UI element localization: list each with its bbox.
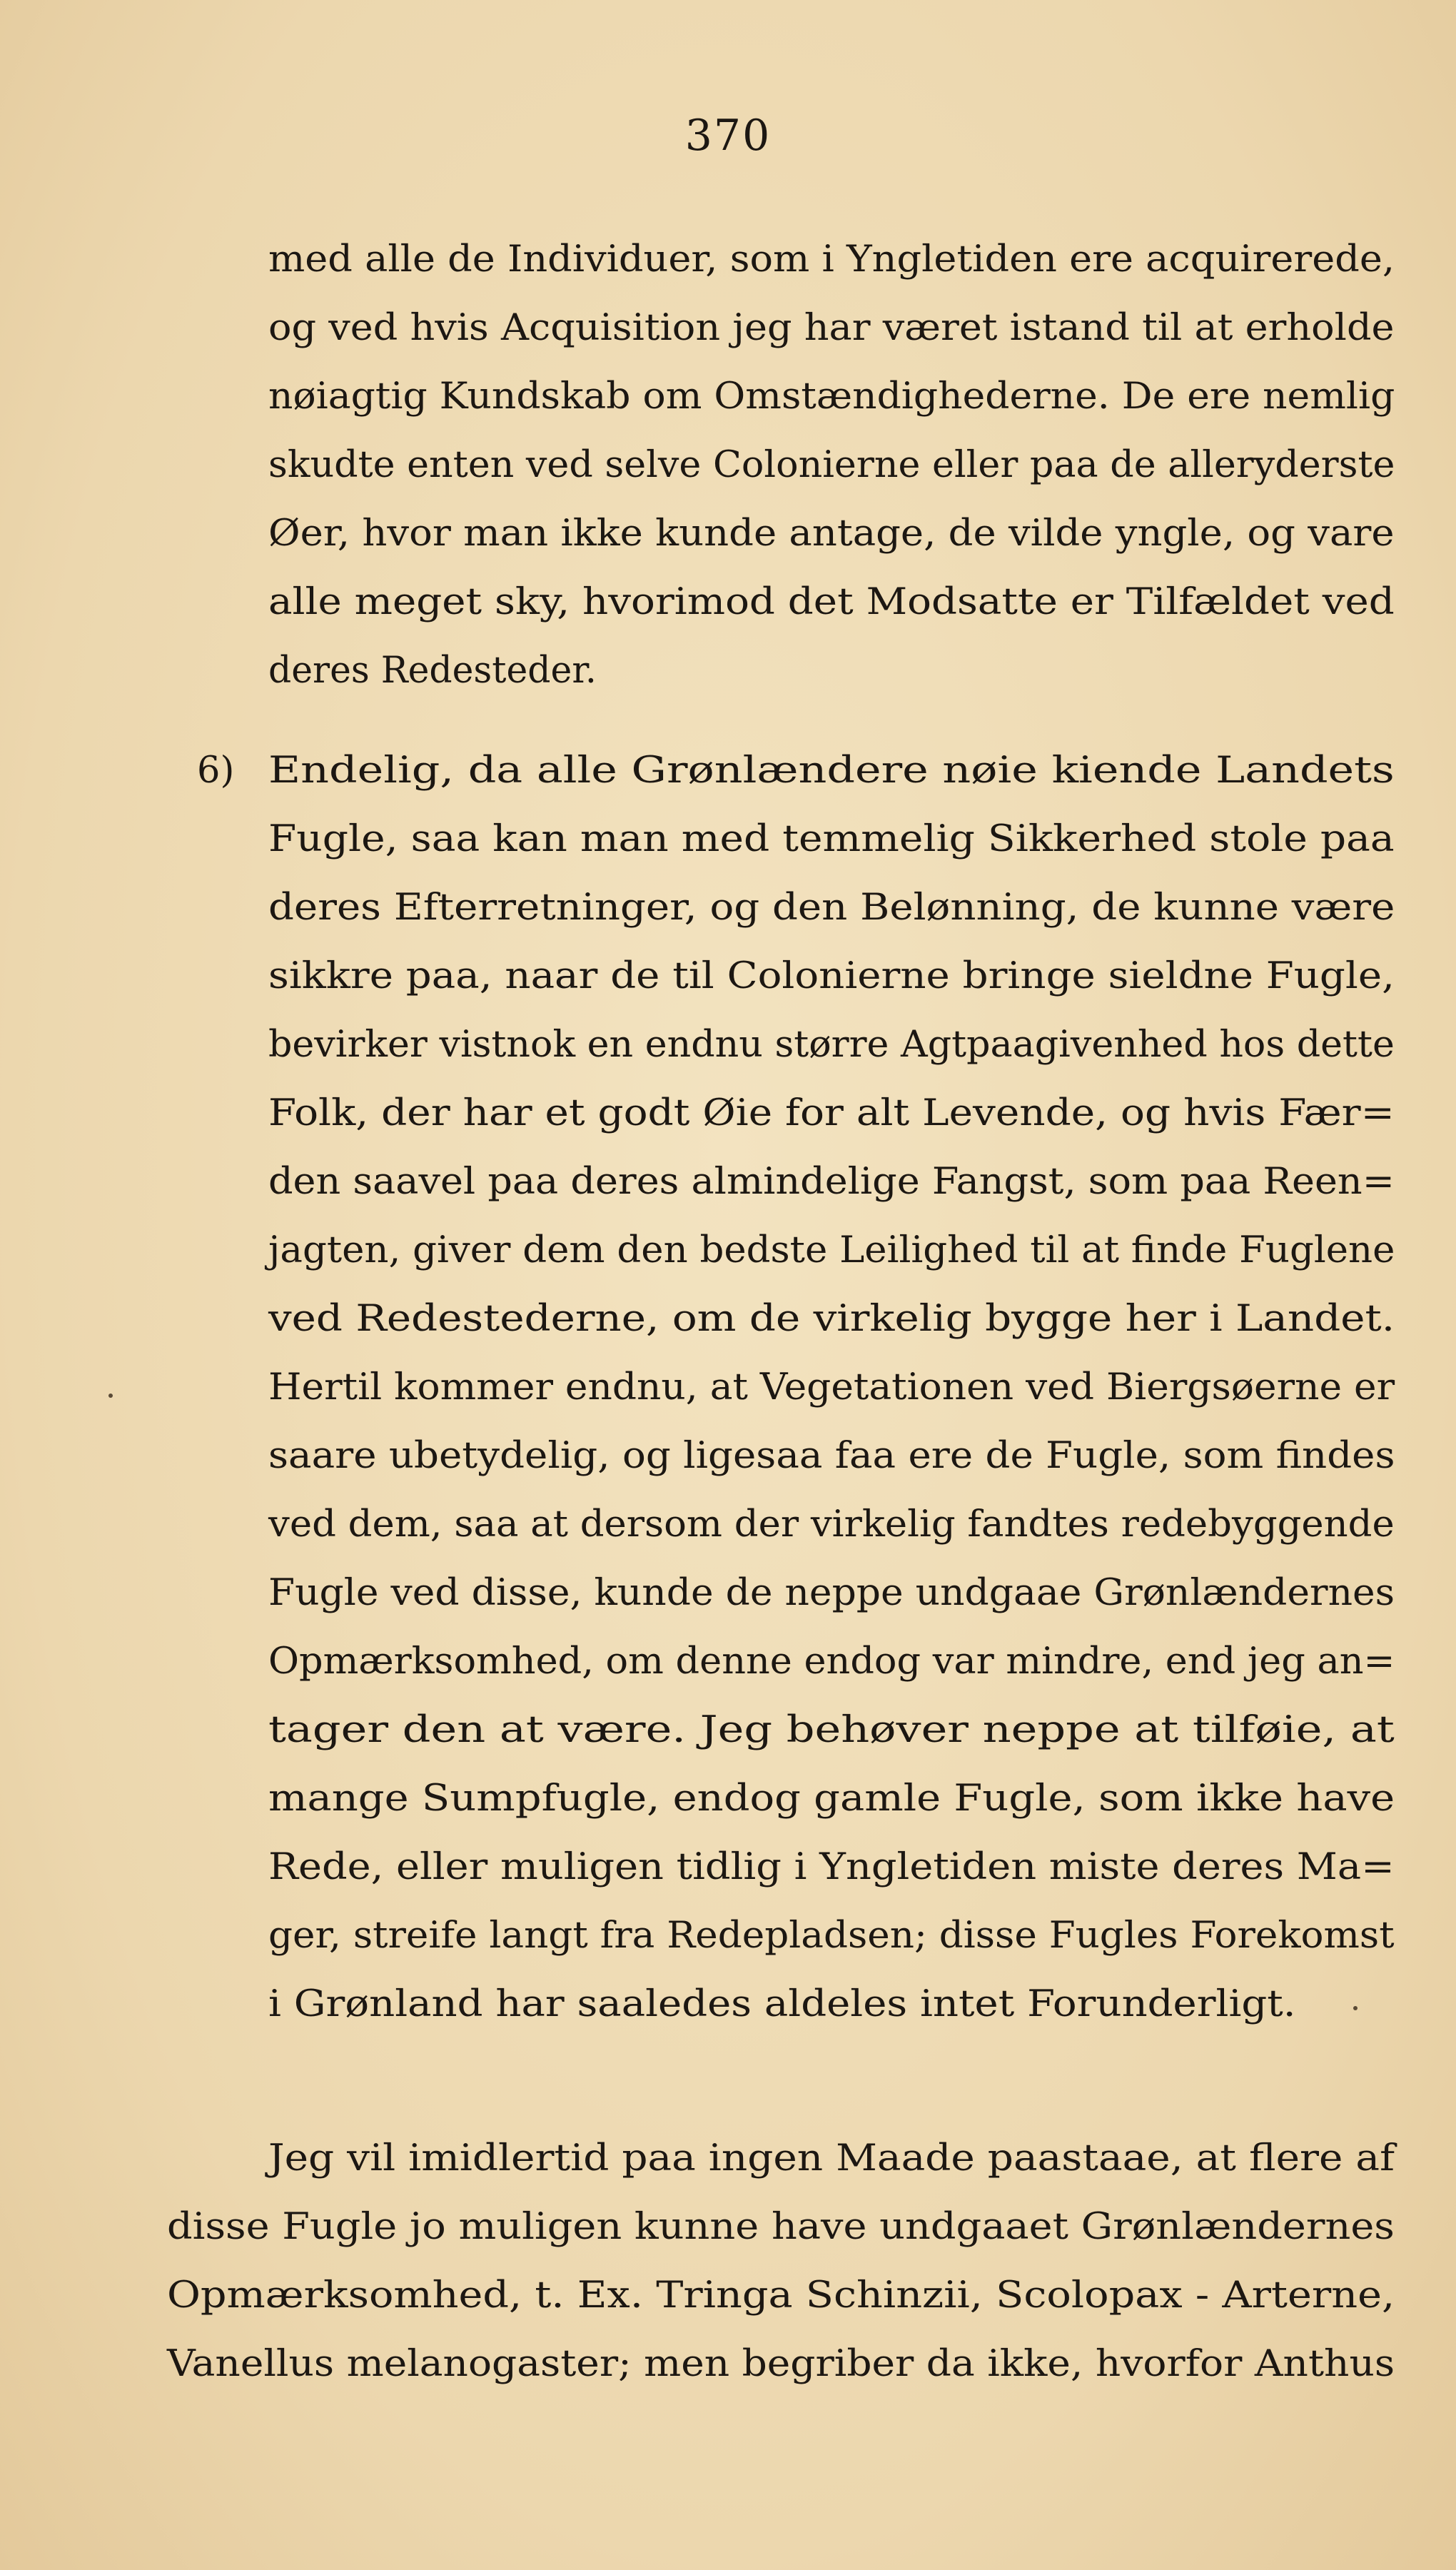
text-line: tager den at være. Jeg behøver neppe at tilføie, at [268, 1709, 1395, 1751]
text-line: Øer, hvor man ikke kunde antage, de vilde yngle, og vare [268, 513, 1395, 555]
text-line: i Grønland har saaledes aldeles intet Forunderligt. [268, 1983, 1296, 2025]
text-line: nøiagtig Kundskab om Omstændighederne. De ere nemlig [268, 376, 1395, 418]
paragraph-number: 6) [197, 750, 235, 792]
text-line: deres Redesteder. [268, 650, 597, 692]
text-line: Rede, eller muligen tidlig i Yngletiden miste deres Ma= [268, 1846, 1395, 1888]
text-line: skudte enten ved selve Colonierne eller paa de alleryderste [268, 444, 1395, 486]
text-line: Opmærksomhed, om denne endog var mindre, end jeg an= [268, 1641, 1395, 1683]
text-line: mange Sumpfugle, endog gamle Fugle, som ikke have [268, 1778, 1395, 1820]
text-line: deres Efterretninger, og den Belønning, de kunne være [268, 887, 1395, 929]
text-line: ger, streife langt fra Redepladsen; disse Fugles Forekomst [268, 1915, 1395, 1957]
text-line: Folk, der har et godt Øie for alt Levende, og hvis Fær= [268, 1092, 1395, 1134]
text-line: Opmærksomhed, t. Ex. Tringa Schinzii, Scolopax - Arterne, [167, 2274, 1395, 2317]
ink-speck [1353, 2006, 1358, 2010]
text-line: Hertil kommer endnu, at Vegetationen ved Biergsøerne er [268, 1366, 1395, 1409]
text-line: ved dem, saa at dersom der virkelig fandtes redebyggende [268, 1503, 1395, 1546]
text-line: ved Redestederne, om de virkelig bygge her i Landet. [268, 1298, 1395, 1340]
text-line: bevirker vistnok en endnu større Agtpaagivenhed hos dette [268, 1024, 1395, 1066]
text-line: Endelig, da alle Grønlændere nøie kiende Landets [268, 750, 1395, 792]
text-line: Fugle ved disse, kunde de neppe undgaae Grønlændernes [268, 1572, 1395, 1614]
ink-speck [108, 1394, 113, 1398]
text-line: alle meget sky, hvorimod det Modsatte er Tilfældet ved [268, 581, 1395, 623]
page-number: 370 [684, 111, 772, 161]
text-line: saare ubetydelig, og ligesaa faa ere de Fugle, som findes [268, 1435, 1395, 1477]
text-line: og ved hvis Acquisition jeg har været istand til at erholde [268, 307, 1395, 349]
text-line: sikkre paa, naar de til Colonierne bringe sieldne Fugle, [268, 955, 1395, 997]
text-line: den saavel paa deres almindelige Fangst, som paa Reen= [268, 1161, 1395, 1203]
text-line: disse Fugle jo muligen kunne have undgaaet Grønlændernes [167, 2206, 1395, 2248]
text-line: Vanellus melanogaster; men begriber da ikke, hvorfor Anthus [167, 2343, 1395, 2385]
text-line: jagten, giver dem den bedste Leilighed til at finde Fuglene [268, 1229, 1395, 1271]
text-line: Fugle, saa kan man med temmelig Sikkerhed stole paa [268, 818, 1395, 860]
text-line: Jeg vil imidlertid paa ingen Maade paastaae, at flere af [268, 2137, 1395, 2180]
text-line: med alle de Individuer, som i Yngletiden ere acquirerede, [268, 238, 1395, 281]
